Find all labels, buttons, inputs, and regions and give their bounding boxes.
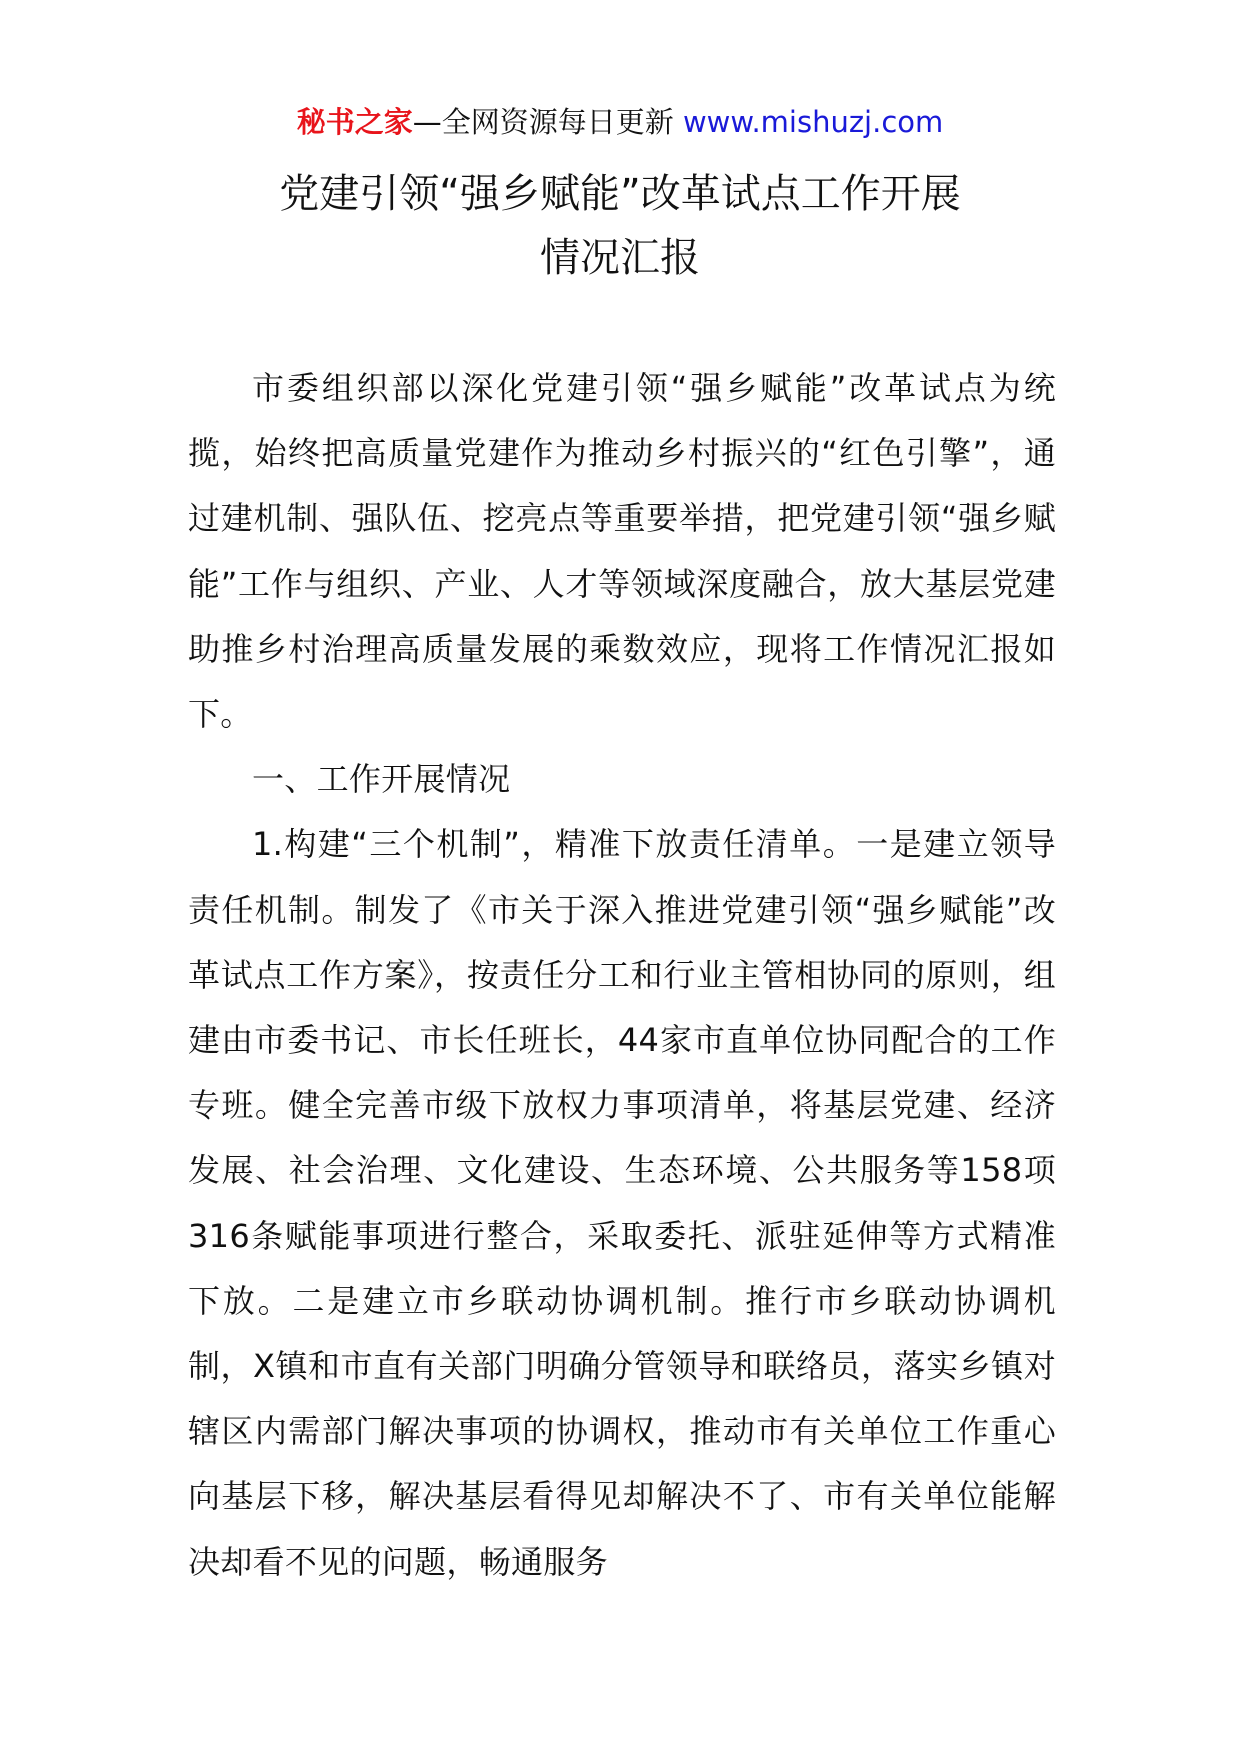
intro-paragraph: 市委组织部以深化党建引领“强乡赋能”改革试点为统揽，始终把高质量党建作为推动乡村振兴的“红色引擎”，通过建机制、强队伍、挖亮点等重要举措，把党建引领“强乡赋能”工作与组织、产业、人才等领域深度融合，放大基层党建助推乡村治理高质量发展的乘数效应，现将工作情况汇报如下。 — [188, 369, 1056, 734]
body-paragraph: 1.构建“三个机制”，精准下放责任清单。一是建立领导责任机制。制发了《市关于深入推进党建引领“强乡赋能”改革试点工作方案》，按责任分工和行业主管相协同的原则，组建由市委书记、市长任班长，44家市直单位协同配合的工作专班。健全完善市级下放权力事项清单，将基层党建、经济发展、社会治理、文化建设、生态环境、公共服务等158项316条赋能事项进行整合，采取委托、派驻延伸等方式精准下放。二是建立市乡联动协调机制。推行市乡联动协调机制，X镇和市直有关部门明确分管领导和联络员，落实乡镇对辖区内需部门解决事项的协调权，推动市有关单位工作重心向基层下移，解决基层看得见却解决不了、市有关单位能解决却看不见的问题，畅通服务 — [188, 825, 1056, 1581]
brand-name: 秘书之家 — [296, 105, 413, 139]
document-title-line-1: 党建引领“强乡赋能”改革试点工作开展 — [279, 171, 961, 217]
site-header — [0, 100, 1240, 144]
header-tagline: —全网资源每日更新 — [412, 105, 674, 139]
document-title-line-2: 情况汇报 — [540, 235, 700, 281]
document-body — [188, 356, 1056, 1595]
section-heading: 一、工作开展情况 — [252, 760, 511, 799]
site-url-link[interactable]: www.mishuzj.com — [682, 105, 944, 139]
